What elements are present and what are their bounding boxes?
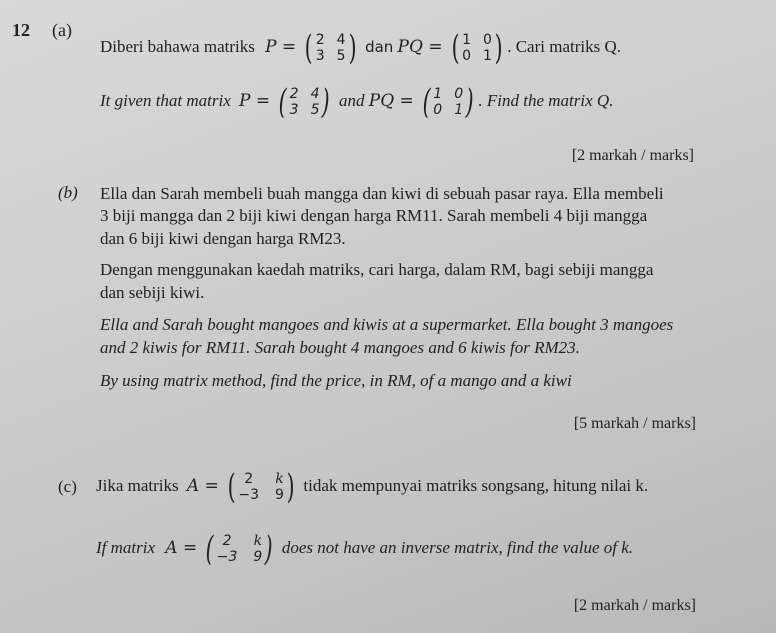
matrix-pq-cell: 0 (462, 48, 472, 64)
question-number: 12 (12, 20, 30, 40)
part-a-en-prefix: It given that matrix (100, 90, 231, 110)
part-a-marks: [2 markah / marks] (571, 147, 694, 164)
matrix-pq-cell: 0 (483, 32, 492, 48)
part-a-english-line (100, 82, 614, 122)
part-b-en-line-1: Ella and Sarah bought mangoes and kiwis at a supermarket. Ella bought 3 mangoes (100, 315, 674, 334)
matrix-p-cell: 4 (336, 32, 346, 48)
matrix-pq-cell: 1 (483, 48, 492, 64)
part-a-ms-pq: PQ = (397, 36, 443, 57)
matrix-pq-cell: 1 (462, 32, 472, 48)
part-c-english-line (96, 529, 634, 569)
part-c-label: (c) (58, 477, 77, 496)
part-a-ms-prefix: Diberi bahawa matriks (100, 36, 255, 56)
matrix-pq-en: ( 1 0 0 1 ) (422, 82, 474, 122)
part-c-ms-prefix: Jika matriks (96, 475, 179, 495)
matrix-a-cell: 9 (253, 549, 263, 565)
part-b-en-line-2: and 2 kiwis for RM11. Sarah bought 4 mangoes and 6 kiwis for RM23. (100, 338, 580, 357)
matrix-a-cell: −3 (238, 487, 259, 503)
matrix-p-cell: 2 (315, 32, 325, 48)
part-c-malay-line (96, 467, 649, 507)
part-b-label: (b) (58, 183, 78, 202)
part-a-malay-line (100, 28, 621, 68)
part-b-ms-line-4: Dengan menggunakan kaedah matriks, cari harga, dalam RM, bagi sebiji mangga (100, 260, 654, 279)
matrix-p-cell: 4 (310, 86, 320, 102)
matrix-p-cell: 5 (336, 48, 346, 64)
matrix-a-cell: k (253, 533, 263, 549)
part-a-label: (a) (52, 20, 72, 40)
part-c-ms-a: A = (186, 475, 219, 496)
matrix-a-cell: k (275, 471, 284, 487)
part-a-ms-p: P = (265, 36, 297, 57)
part-a-en-pq: PQ = (368, 90, 414, 111)
matrix-p-en: ( 2 4 3 5 ) (279, 82, 331, 122)
part-a-en-suffix: . Find the matrix Q. (478, 90, 614, 110)
part-a-en-and: and (339, 90, 365, 110)
matrix-pq-cell: 0 (433, 102, 443, 118)
part-c-en-a: A = (165, 537, 198, 558)
matrix-pq-cell: 0 (454, 86, 464, 102)
matrix-pq-ms: ( 1 0 0 1 ) (451, 28, 503, 68)
matrix-pq-cell: 1 (454, 102, 464, 118)
part-c-marks: [2 markah / marks] (573, 597, 696, 614)
matrix-a-cell: −3 (216, 549, 238, 565)
matrix-p-ms: ( 2 4 3 5 ) (305, 28, 357, 68)
part-b-ms-line-2: 3 biji mangga dan 2 biji kiwi dengan harga RM11. Sarah membeli 4 biji mangga (100, 206, 648, 225)
matrix-p-cell: 5 (310, 102, 320, 118)
matrix-p-cell: 2 (289, 86, 299, 102)
matrix-a-cell: 2 (244, 471, 254, 487)
matrix-pq-cell: 1 (433, 86, 443, 102)
part-c-en-prefix: If matrix (96, 537, 156, 557)
matrix-a-cell: 2 (222, 533, 232, 549)
part-a-ms-suffix: . Cari matriks Q. (507, 36, 621, 56)
part-b-en-line-3: By using matrix method, find the price, in RM, of a mango and a kiwi (100, 371, 572, 390)
part-b-ms-line-5: dan sebiji kiwi. (100, 283, 205, 302)
part-c-ms-suffix: tidak mempunyai matriks songsang, hitung nilai k. (303, 475, 649, 495)
matrix-a-cell: 9 (274, 487, 284, 503)
matrix-p-cell: 3 (289, 102, 299, 118)
part-c-en-suffix: does not have an inverse matrix, find the value of k. (281, 537, 634, 557)
matrix-p-cell: 3 (315, 48, 325, 64)
part-b-ms-line-3: dan 6 biji kiwi dengan harga RM23. (100, 229, 346, 248)
part-a-ms-dan: dan (365, 37, 394, 56)
matrix-a-ms: ( 2 k −3 9 ) (227, 467, 295, 507)
part-b-marks: [5 markah / marks] (573, 415, 696, 432)
part-a-en-p: P = (239, 90, 271, 111)
part-b-ms-line-1: Ella dan Sarah membeli buah mangga dan kiwi di sebuah pasar raya. Ella membeli (100, 184, 664, 203)
matrix-a-en: ( 2 k −3 9 ) (206, 529, 273, 569)
